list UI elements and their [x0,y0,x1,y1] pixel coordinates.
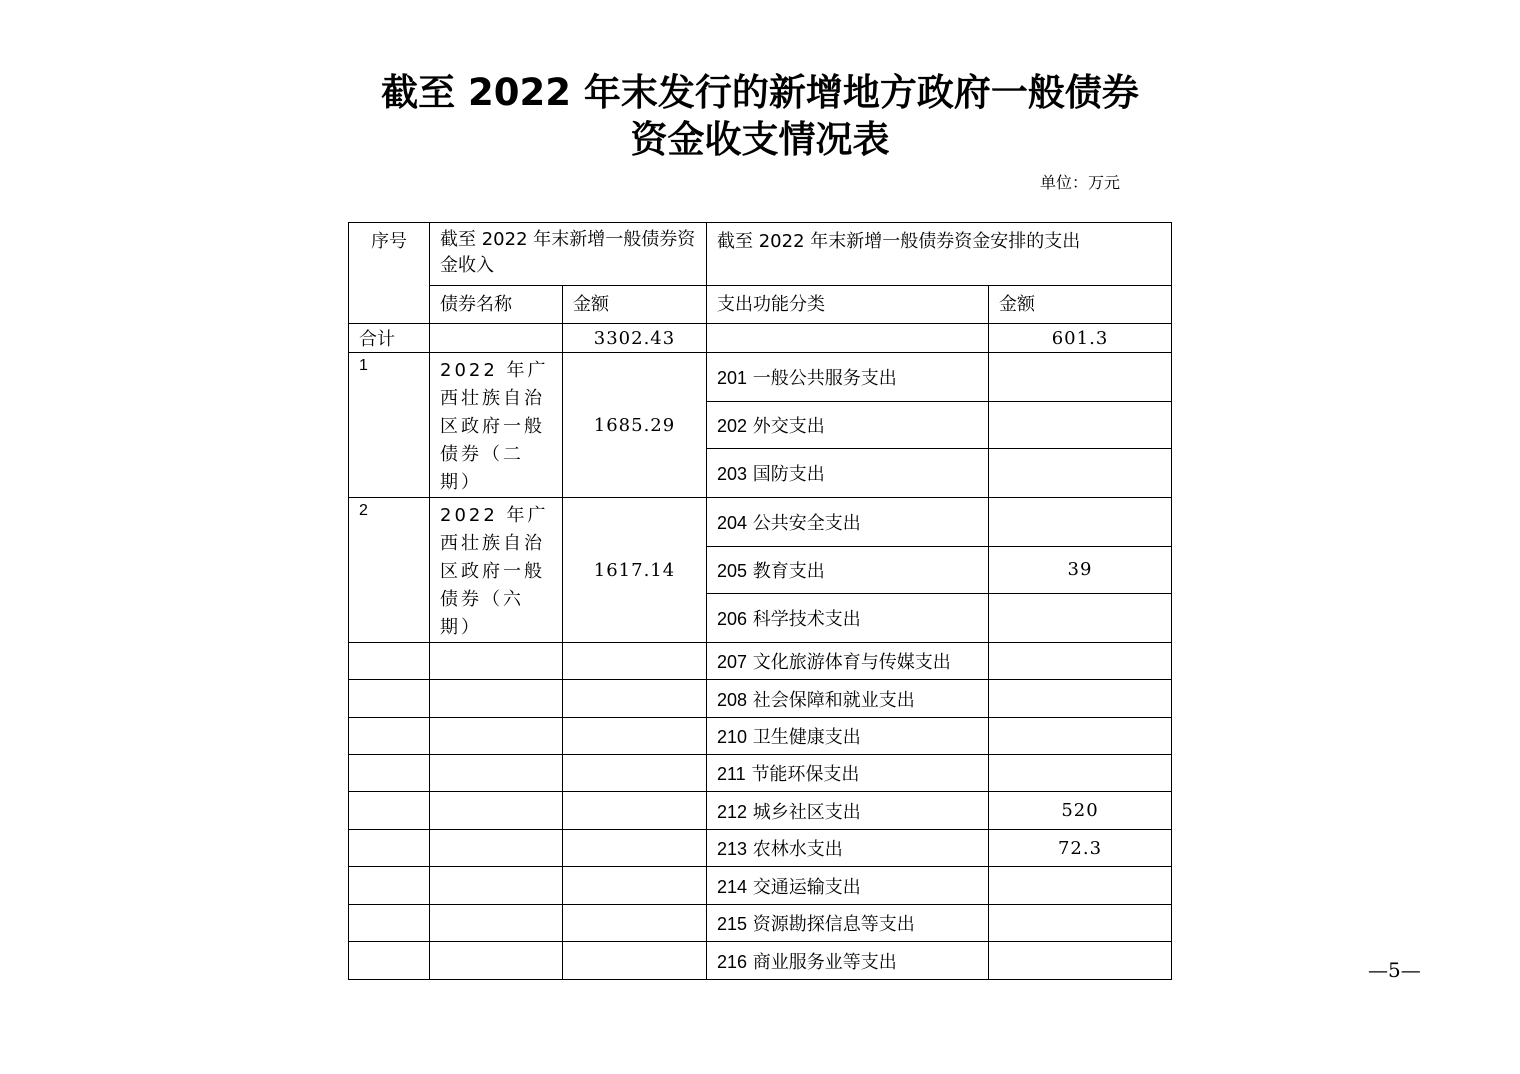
expense-code: 214 [717,876,748,897]
expense-code: 208 [717,689,748,710]
total-label: 合计 [349,324,430,353]
table-row [349,353,1172,402]
expense-amount [989,755,1172,792]
header-row-2 [349,286,1172,324]
empty-cell [430,905,563,942]
expense-item [707,680,989,718]
expense-amount [989,353,1172,402]
table-row [349,867,1172,905]
expense-code: 203 [717,464,748,485]
table-row [349,498,1172,547]
empty-cell [563,680,707,718]
expense-code: 212 [717,801,748,822]
bond-amount: 1685.29 [563,353,707,498]
empty-cell [349,792,430,830]
expense-code: 205 [717,560,748,581]
expense-amount [989,905,1172,942]
table-row [349,942,1172,980]
income-expense-table [348,222,1172,980]
header-function-class: 支出功能分类 [707,286,989,324]
expense-code: 211 [717,764,746,784]
expense-code: 207 [717,652,748,672]
empty-cell [349,680,430,718]
empty-cell [563,830,707,867]
expense-amount [989,594,1172,643]
header-income-amount: 金额 [563,286,707,324]
empty-cell [349,830,430,867]
expense-amount [989,498,1172,547]
expense-amount: 72.3 [989,830,1172,867]
expense-item [707,594,989,643]
expense-amount: 39 [989,546,1172,593]
bond-name: 2022 年广西壮族自治区政府一般债券（六期） [430,498,563,643]
expense-label: 国防支出 [752,464,825,486]
empty-cell [563,755,707,792]
total-empty-function [707,324,989,353]
expense-amount [989,643,1172,680]
empty-cell [430,680,563,718]
empty-cell [430,830,563,867]
expense-label: 城乡社区支出 [752,801,861,823]
expense-amount [989,449,1172,498]
header-seq: 序号 [349,223,430,324]
expense-item [707,353,989,402]
document-title-line-1: 截至 2022 年末发行的新增地方政府一般债券 [381,71,1139,114]
expense-amount: 520 [989,792,1172,830]
expense-label: 社会保障和就业支出 [752,689,915,711]
expense-amount [989,680,1172,718]
header-expense-amount: 金额 [989,286,1172,324]
expense-label: 一般公共服务支出 [752,367,897,389]
table-row [349,830,1172,867]
expense-amount [989,718,1172,755]
expense-item [707,867,989,905]
expense-code: 216 [717,951,748,972]
table-row [349,718,1172,755]
bond-seq: 1 [349,353,430,498]
expense-label: 卫生健康支出 [752,727,861,748]
empty-cell [563,792,707,830]
empty-cell [430,718,563,755]
empty-cell [349,755,430,792]
expense-label: 公共安全支出 [752,512,861,534]
empty-cell [430,755,563,792]
expense-code: 210 [717,727,748,747]
empty-cell [430,792,563,830]
empty-cell [349,942,430,980]
empty-cell [349,718,430,755]
expense-code: 202 [717,415,748,436]
empty-cell [430,942,563,980]
bond-seq: 2 [349,498,430,643]
empty-cell [563,867,707,905]
total-empty-name [430,324,563,353]
empty-cell [349,905,430,942]
expense-label: 交通运输支出 [752,876,861,898]
empty-cell [349,643,430,680]
empty-cell [430,867,563,905]
empty-cell [563,942,707,980]
expense-item [707,449,989,498]
expense-label: 文化旅游体育与传媒支出 [752,652,951,673]
expense-code: 206 [717,609,748,630]
unit-label: 单位：万元 [1040,173,1121,192]
table-row [349,643,1172,680]
total-income-amount: 3302.43 [563,324,707,353]
expense-item [707,905,989,942]
empty-cell [563,905,707,942]
empty-cell [563,718,707,755]
expense-amount [989,867,1172,905]
expense-item [707,830,989,867]
expense-label: 节能环保支出 [751,764,860,785]
header-income-group: 截至 2022 年末新增一般债券资金收入 [430,223,707,286]
expense-code: 215 [717,914,748,934]
empty-cell [349,867,430,905]
empty-cell [563,643,707,680]
expense-item [707,546,989,593]
table-row [349,680,1172,718]
expense-label: 农林水支出 [752,839,843,860]
expense-code: 213 [717,839,748,859]
expense-item [707,401,989,448]
total-row [349,324,1172,353]
expense-item [707,755,989,792]
expense-label: 商业服务业等支出 [752,951,897,973]
document-title-line-2: 资金收支情况表 [630,118,890,161]
header-expense-group: 截至 2022 年末新增一般债券资金安排的支出 [707,223,1172,286]
expense-amount [989,401,1172,448]
expense-label: 外交支出 [752,415,825,437]
expense-item [707,792,989,830]
bond-amount: 1617.14 [563,498,707,643]
expense-item [707,643,989,680]
expense-label: 资源勘探信息等支出 [752,914,915,935]
header-row-1 [349,223,1172,286]
expense-item [707,718,989,755]
table-row [349,905,1172,942]
total-expense-amount: 601.3 [989,324,1172,353]
table-row [349,755,1172,792]
header-bond-name: 债券名称 [430,286,563,324]
bond-name: 2022 年广西壮族自治区政府一般债券（二期） [430,353,563,498]
expense-label: 科学技术支出 [752,609,861,631]
expense-item [707,942,989,980]
expense-label: 教育支出 [752,560,825,582]
expense-code: 201 [717,367,748,388]
page-number: —5— [1368,958,1421,982]
table-row [349,792,1172,830]
expense-code: 204 [717,512,748,533]
expense-amount [989,942,1172,980]
expense-item [707,498,989,547]
empty-cell [430,643,563,680]
